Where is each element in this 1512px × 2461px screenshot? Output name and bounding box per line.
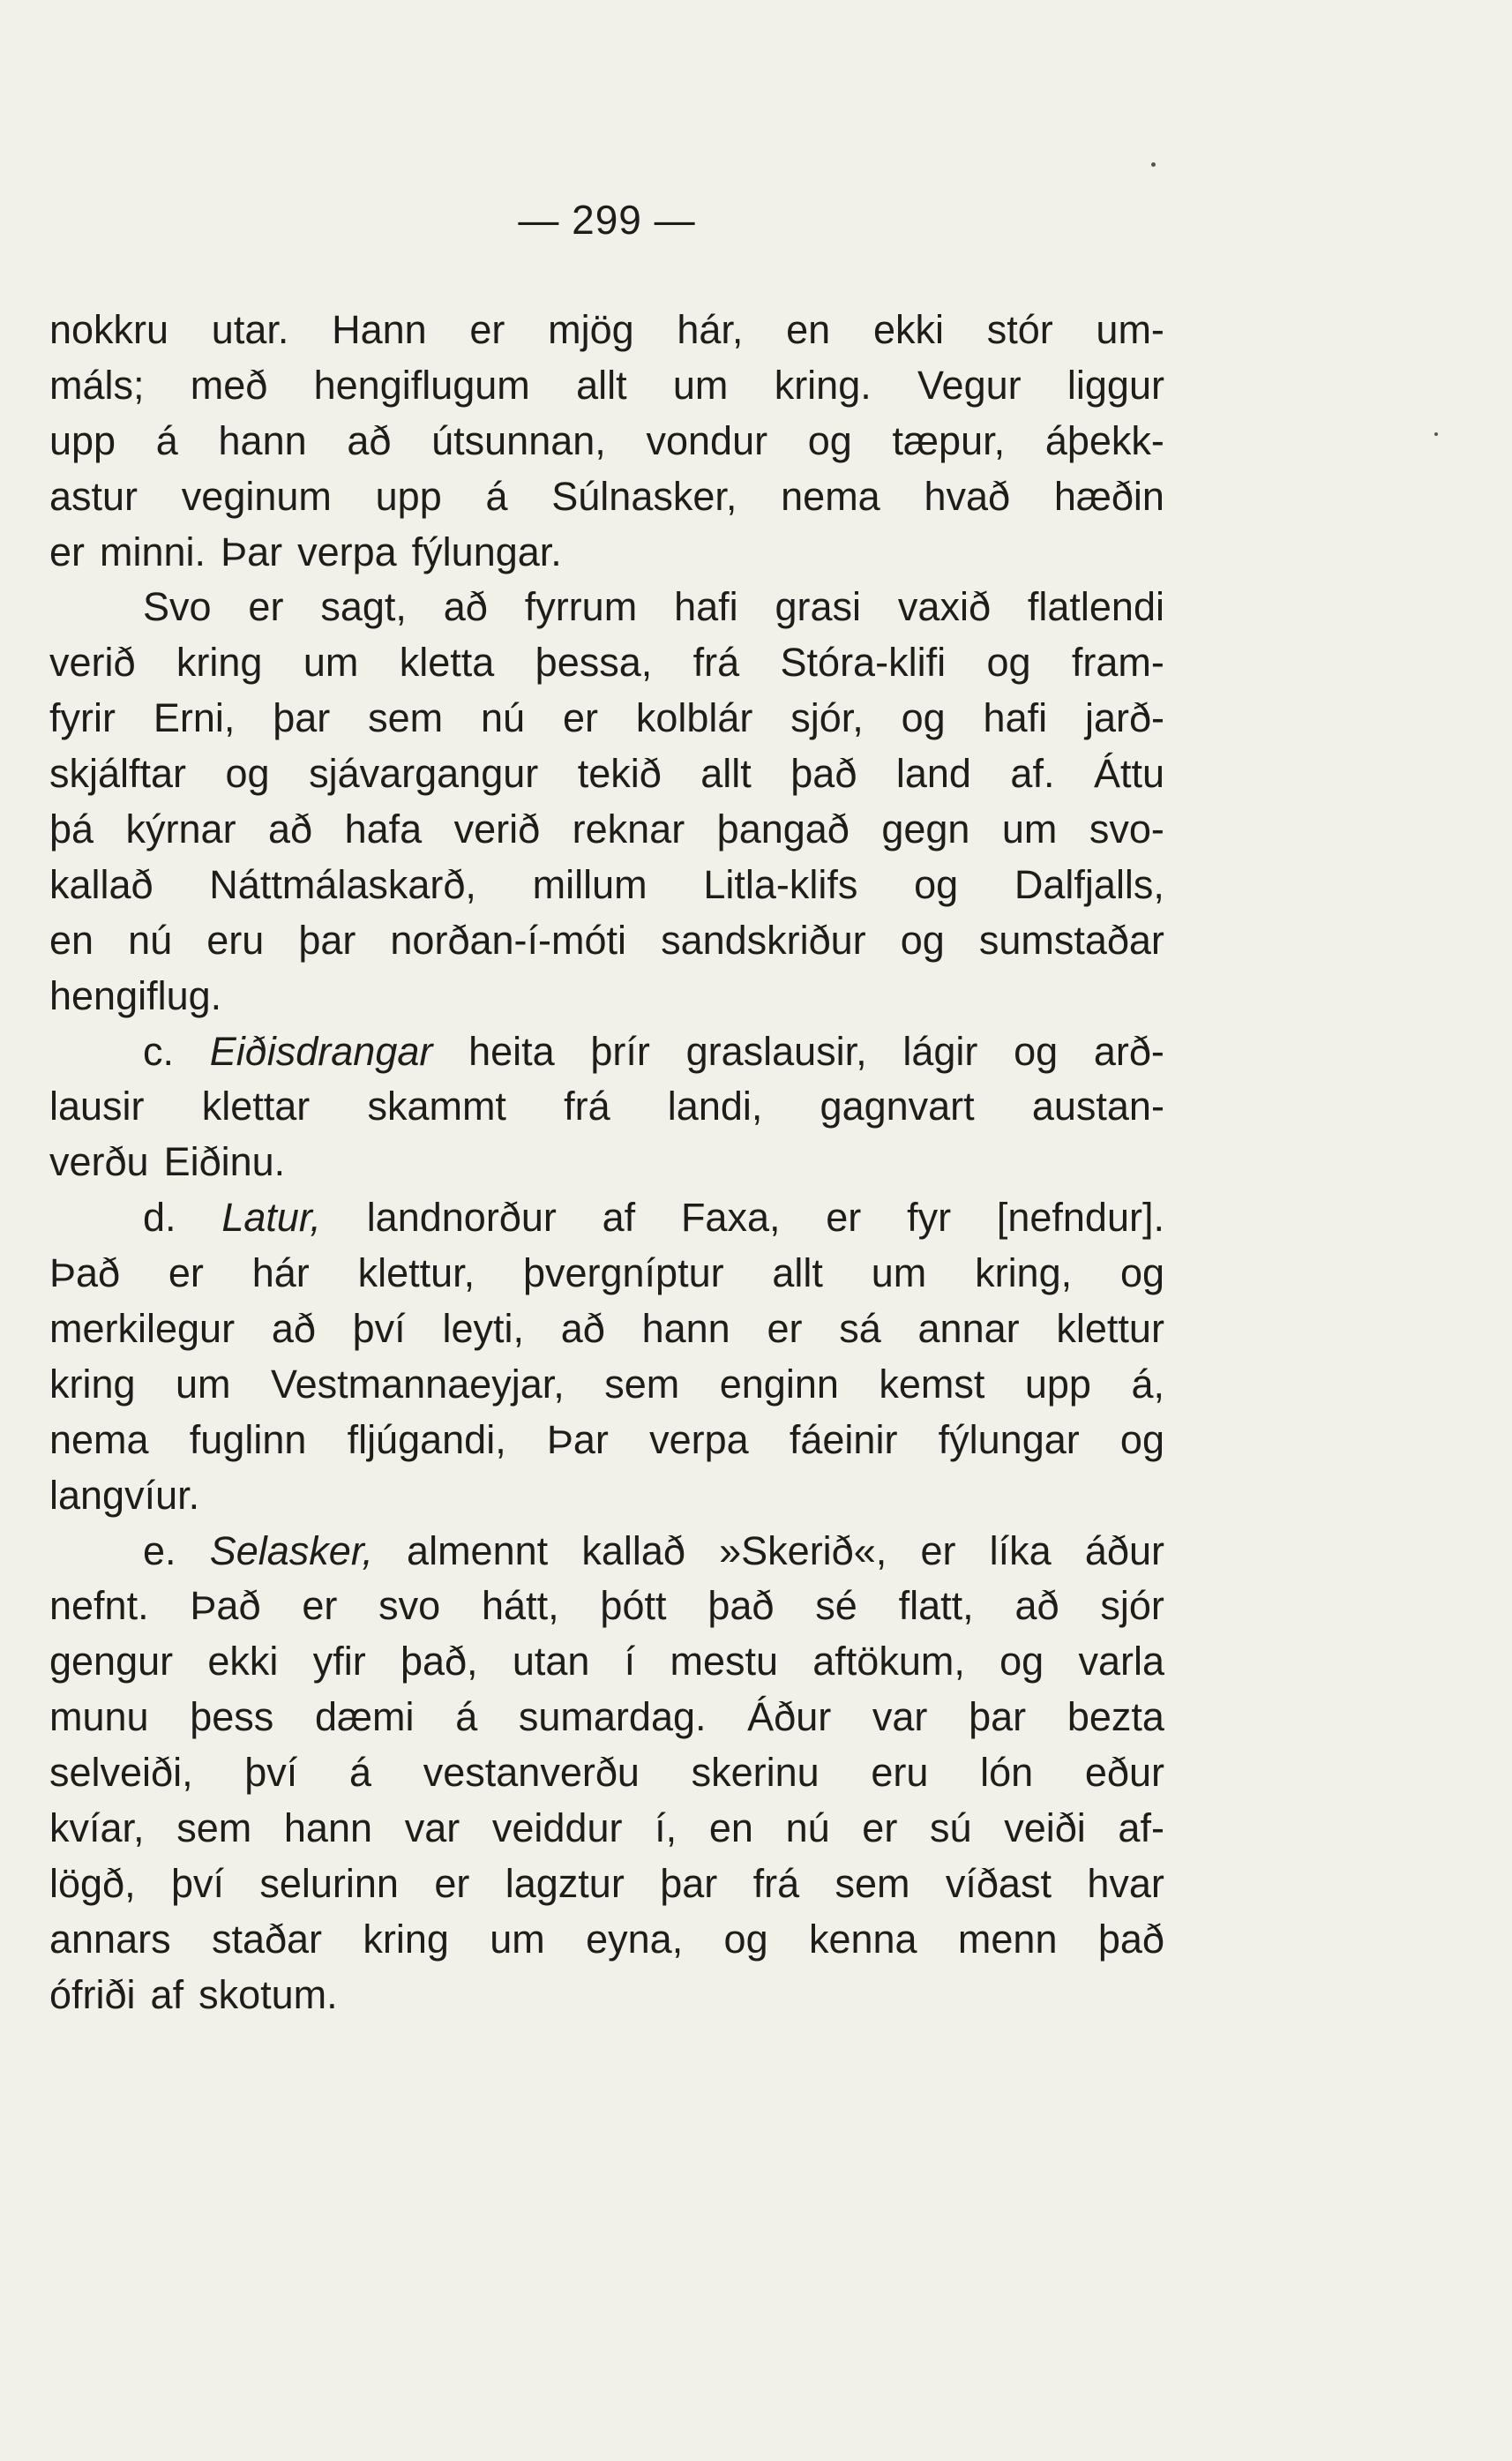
text-line — [49, 1079, 1164, 1135]
word: yfir — [312, 1639, 366, 1684]
word: kring, — [975, 1250, 1073, 1296]
word: skammt — [367, 1084, 506, 1129]
word: klettur — [1056, 1306, 1164, 1352]
text-line — [49, 1690, 1164, 1745]
word: landnorður — [366, 1195, 557, 1241]
text-line — [49, 1745, 1164, 1801]
word: [nefndur]. — [996, 1195, 1164, 1241]
word: kolblár — [635, 695, 753, 741]
word: hár — [251, 1250, 310, 1296]
word: Áður — [747, 1694, 832, 1740]
word: almennt — [407, 1527, 549, 1573]
text-line — [49, 1468, 1164, 1524]
word: e. — [143, 1527, 176, 1573]
word: og — [986, 640, 1031, 686]
word: hann — [641, 1306, 730, 1352]
word: hátt, — [482, 1583, 559, 1629]
word: skotum. — [198, 1971, 338, 2017]
italic-word: Selasker, — [209, 1527, 373, 1573]
word: en — [49, 917, 94, 963]
word: þar — [273, 695, 331, 741]
word: hengiflugum — [313, 362, 530, 408]
word: millum — [532, 861, 647, 907]
text-line — [49, 414, 1164, 469]
word: með — [190, 362, 268, 408]
word: á — [485, 473, 508, 519]
word: upp — [1024, 1361, 1091, 1407]
word: útsunnan, — [431, 417, 606, 463]
word: þessa, — [535, 640, 653, 686]
word: norðan-í-móti — [390, 917, 627, 963]
word: en — [786, 307, 831, 352]
word: Svo — [143, 584, 212, 630]
word: er — [248, 584, 284, 630]
word: af. — [1010, 751, 1055, 797]
text-line — [49, 1190, 1164, 1246]
word: Þar — [546, 1416, 609, 1462]
text-line — [49, 635, 1164, 691]
word: austan- — [1031, 1084, 1164, 1129]
word: hvað — [924, 473, 1011, 519]
word: sem — [604, 1361, 680, 1407]
word: kletta — [399, 640, 495, 686]
word: selurinn — [259, 1860, 399, 1906]
word: klettar — [201, 1084, 311, 1129]
word: fram- — [1071, 640, 1164, 686]
word: þvergníptur — [522, 1250, 724, 1296]
word: á, — [1131, 1361, 1164, 1407]
word: annar — [917, 1306, 1020, 1352]
word: gengur — [49, 1639, 174, 1684]
word: Það — [190, 1583, 261, 1629]
text-line — [49, 1246, 1164, 1302]
word: annars — [49, 1916, 171, 1962]
word: er — [49, 529, 86, 574]
word: í — [624, 1639, 636, 1684]
word: d. — [143, 1195, 176, 1241]
word: lágir — [902, 1028, 978, 1074]
word: Vestmannaeyjar, — [271, 1361, 565, 1407]
word: nefnt. — [49, 1583, 149, 1629]
word: flatt, — [898, 1583, 974, 1629]
word: Dalfjalls, — [1014, 861, 1164, 907]
word: er — [562, 695, 598, 741]
italic-word: Latur, — [221, 1195, 321, 1241]
word: og — [1119, 1250, 1164, 1296]
word: Litla-klifs — [703, 861, 858, 907]
word: nokkru — [49, 307, 169, 352]
word: lagztur — [505, 1860, 625, 1906]
word: lausir — [49, 1084, 145, 1129]
text-line — [49, 1801, 1164, 1857]
page-number: — 299 — — [518, 197, 696, 243]
word: sem — [835, 1860, 910, 1906]
word: sá — [839, 1306, 881, 1352]
word: þrír — [590, 1028, 650, 1074]
word: þar — [298, 917, 356, 963]
word: líka — [989, 1527, 1052, 1573]
word: aftökum, — [812, 1639, 965, 1684]
text-line — [49, 469, 1164, 525]
word: því — [170, 1860, 224, 1906]
word: fyr — [907, 1195, 952, 1241]
word: munu — [49, 1694, 149, 1740]
word: sumstaðar — [978, 917, 1164, 963]
word: Eiðinu. — [163, 1139, 286, 1185]
word: Stóra-klifi — [780, 640, 947, 686]
word: mjög — [548, 307, 634, 352]
word: varla — [1078, 1639, 1164, 1684]
word: nú — [481, 695, 526, 741]
word: Súlnasker, — [551, 473, 737, 519]
word: fáeinir — [789, 1416, 898, 1462]
word: arð- — [1093, 1028, 1164, 1074]
text-line — [49, 303, 1164, 358]
word: af- — [1118, 1805, 1164, 1851]
word: hann — [218, 417, 307, 463]
word: fýlungar — [938, 1416, 1080, 1462]
word: leyti, — [442, 1306, 524, 1352]
word: og — [807, 417, 852, 463]
word: er — [862, 1805, 898, 1851]
word: er — [168, 1250, 204, 1296]
word: hæðin — [1053, 473, 1164, 519]
word: sem — [368, 695, 444, 741]
word: þar — [969, 1694, 1027, 1740]
word: var — [404, 1805, 460, 1851]
text-line — [49, 1524, 1164, 1579]
word: hafi — [983, 695, 1048, 741]
text-line — [49, 525, 1164, 581]
word: gagnvart — [820, 1084, 975, 1129]
word: veiði — [1004, 1805, 1086, 1851]
word: af — [150, 1971, 184, 2017]
word: því — [244, 1750, 298, 1796]
word: sem — [176, 1805, 252, 1851]
word: grasi — [775, 584, 862, 630]
word: minni. — [100, 529, 206, 574]
text-line — [49, 802, 1164, 858]
word: selveiði, — [49, 1750, 193, 1796]
word: vaxið — [897, 584, 991, 630]
text-line — [49, 913, 1164, 969]
word: hafi — [674, 584, 738, 630]
word: astur — [49, 473, 138, 519]
word: staðar — [211, 1916, 323, 1962]
word: um — [303, 640, 359, 686]
word: kring — [363, 1916, 449, 1962]
word: og — [900, 917, 945, 963]
word: en — [708, 1805, 753, 1851]
word: verið — [453, 807, 541, 852]
word: Náttmálaskarð, — [209, 861, 476, 907]
word: veiddur — [491, 1805, 623, 1851]
word: kallað — [581, 1527, 685, 1573]
word: sé — [815, 1583, 857, 1629]
word: landi, — [667, 1084, 763, 1129]
word: hann — [283, 1805, 373, 1851]
word: það — [707, 1583, 775, 1629]
text-line — [49, 1857, 1164, 1912]
word: eru — [871, 1750, 929, 1796]
word: þar — [660, 1860, 718, 1906]
word: var — [872, 1694, 928, 1740]
word: upp — [49, 417, 116, 463]
word: að — [443, 584, 488, 630]
word: um- — [1096, 307, 1164, 352]
word: lón — [980, 1750, 1034, 1796]
word: þess — [190, 1694, 274, 1740]
word: víðast — [945, 1860, 1052, 1906]
word: hengiflug. — [49, 972, 222, 1018]
word: tæpur, — [892, 417, 1006, 463]
word: sagt, — [320, 584, 407, 630]
word: um — [1001, 807, 1058, 852]
word: utan — [512, 1639, 590, 1684]
word: Þar — [221, 529, 283, 574]
word: er — [434, 1860, 470, 1906]
word: sumardag. — [518, 1694, 707, 1740]
word: fljúgandi, — [347, 1416, 506, 1462]
word: því — [352, 1306, 406, 1352]
word: upp — [375, 473, 442, 519]
word: svo- — [1089, 807, 1164, 852]
word: og — [1014, 1028, 1059, 1074]
word: að — [1014, 1583, 1059, 1629]
text-line — [49, 1413, 1164, 1468]
word: vondur — [646, 417, 768, 463]
word: menn — [957, 1916, 1058, 1962]
word: verpa — [649, 1416, 749, 1462]
word: frá — [564, 1084, 610, 1129]
text-line — [49, 1579, 1164, 1634]
word: í, — [655, 1805, 677, 1851]
word: allt — [772, 1250, 823, 1296]
word: kring. — [774, 362, 872, 408]
text-line — [49, 1912, 1164, 1968]
word: hár, — [677, 307, 744, 352]
word: stór — [986, 307, 1053, 352]
word: gegn — [881, 807, 970, 852]
word: sjór, — [790, 695, 864, 741]
word: c. — [143, 1028, 175, 1074]
word: nú — [128, 917, 173, 963]
word: um — [672, 362, 729, 408]
word: máls; — [49, 362, 145, 408]
word: nema — [49, 1416, 149, 1462]
word: kvíar, — [49, 1805, 145, 1851]
text-line — [49, 858, 1164, 913]
word: og — [999, 1639, 1044, 1684]
text-line — [49, 691, 1164, 747]
word: kýrnar — [125, 807, 236, 852]
word: hafa — [344, 807, 423, 852]
word: ekki — [207, 1639, 279, 1684]
word: um — [871, 1250, 927, 1296]
word: verpa — [297, 529, 397, 574]
word: Það — [49, 1250, 121, 1296]
text-line — [49, 358, 1164, 414]
word: er — [826, 1195, 862, 1241]
word: á — [155, 417, 178, 463]
word: um — [490, 1916, 545, 1962]
word: »Skerið«, — [719, 1527, 887, 1573]
word: að — [347, 417, 392, 463]
word: nema — [781, 473, 880, 519]
word: nú — [785, 1805, 830, 1851]
word: á — [349, 1750, 372, 1796]
word: frá — [752, 1860, 800, 1906]
word: Vegur — [917, 362, 1022, 408]
word: áþekk- — [1044, 417, 1164, 463]
word: liggur — [1067, 362, 1164, 408]
word: graslausir, — [685, 1028, 867, 1074]
word: flatlendi — [1027, 584, 1164, 630]
text-line — [49, 747, 1164, 802]
word: Erni, — [153, 695, 236, 741]
word: og — [914, 861, 959, 907]
word: þótt — [600, 1583, 667, 1629]
word: kring — [49, 1361, 136, 1407]
word: allt — [576, 362, 627, 408]
text-line — [49, 1135, 1164, 1190]
word: mestu — [670, 1639, 778, 1684]
word: sandskriður — [661, 917, 866, 963]
word: ófriði — [49, 1971, 136, 2017]
word: og — [901, 695, 946, 741]
word: utar. — [211, 307, 289, 352]
ink-speck — [1434, 432, 1438, 436]
word: eður — [1084, 1750, 1164, 1796]
word: langvíur. — [49, 1472, 200, 1518]
word: ekki — [872, 307, 944, 352]
word: fuglinn — [189, 1416, 307, 1462]
word: allt — [700, 751, 752, 797]
word: sjór — [1100, 1583, 1164, 1629]
word: verðu — [49, 1139, 149, 1185]
word: reknar — [572, 807, 685, 852]
page-body-text — [49, 303, 1164, 2023]
word: kallað — [49, 861, 153, 907]
word: jarð- — [1084, 695, 1164, 741]
word: og — [1119, 1416, 1164, 1462]
word: það — [790, 751, 857, 797]
text-line — [49, 1968, 1164, 2023]
text-line — [49, 580, 1164, 635]
word: fyrir — [49, 695, 116, 741]
word: um — [176, 1361, 231, 1407]
word: og — [225, 751, 270, 797]
word: er — [302, 1583, 338, 1629]
word: fýlungar. — [411, 529, 562, 574]
word: það, — [400, 1639, 478, 1684]
word: hvar — [1087, 1860, 1164, 1906]
word: er — [469, 307, 505, 352]
word: þá — [49, 807, 94, 852]
word: klettur, — [357, 1250, 475, 1296]
word: að — [560, 1306, 605, 1352]
word: það — [1097, 1916, 1164, 1962]
text-line — [49, 1634, 1164, 1690]
word: kemst — [879, 1361, 985, 1407]
word: Faxa, — [680, 1195, 781, 1241]
word: tekið — [577, 751, 662, 797]
word: á — [455, 1694, 478, 1740]
word: frá — [692, 640, 740, 686]
word: vestanverðu — [423, 1750, 640, 1796]
word: veginum — [181, 473, 332, 519]
word: dæmi — [314, 1694, 415, 1740]
word: er — [767, 1306, 803, 1352]
text-line — [49, 1357, 1164, 1413]
text-line — [49, 969, 1164, 1024]
ink-speck — [1151, 162, 1156, 167]
word: merkilegur — [49, 1306, 236, 1352]
word: sjávargangur — [309, 751, 539, 797]
text-line — [49, 1024, 1164, 1080]
word: land — [895, 751, 971, 797]
word: lögð, — [49, 1860, 136, 1906]
word: sú — [929, 1805, 972, 1851]
word: að — [268, 807, 313, 852]
word: er — [920, 1527, 956, 1573]
word: fyrrum — [524, 584, 638, 630]
word: skjálftar — [49, 751, 187, 797]
word: Áttu — [1093, 751, 1164, 797]
word: skerinu — [691, 1750, 820, 1796]
word: Hann — [332, 307, 427, 352]
word: að — [271, 1306, 316, 1352]
word: enginn — [719, 1361, 839, 1407]
text-line — [49, 1302, 1164, 1357]
word: svo — [378, 1583, 441, 1629]
word: heita — [468, 1028, 555, 1074]
word: og — [723, 1916, 768, 1962]
word: af — [602, 1195, 636, 1241]
word: þangað — [716, 807, 850, 852]
italic-word: Eiðisdrangar — [209, 1028, 433, 1074]
word: eru — [206, 917, 265, 963]
word: bezta — [1067, 1694, 1164, 1740]
word: eyna, — [586, 1916, 684, 1962]
word: verið — [49, 640, 136, 686]
word: kenna — [808, 1916, 917, 1962]
word: áður — [1084, 1527, 1164, 1573]
word: kring — [176, 640, 263, 686]
